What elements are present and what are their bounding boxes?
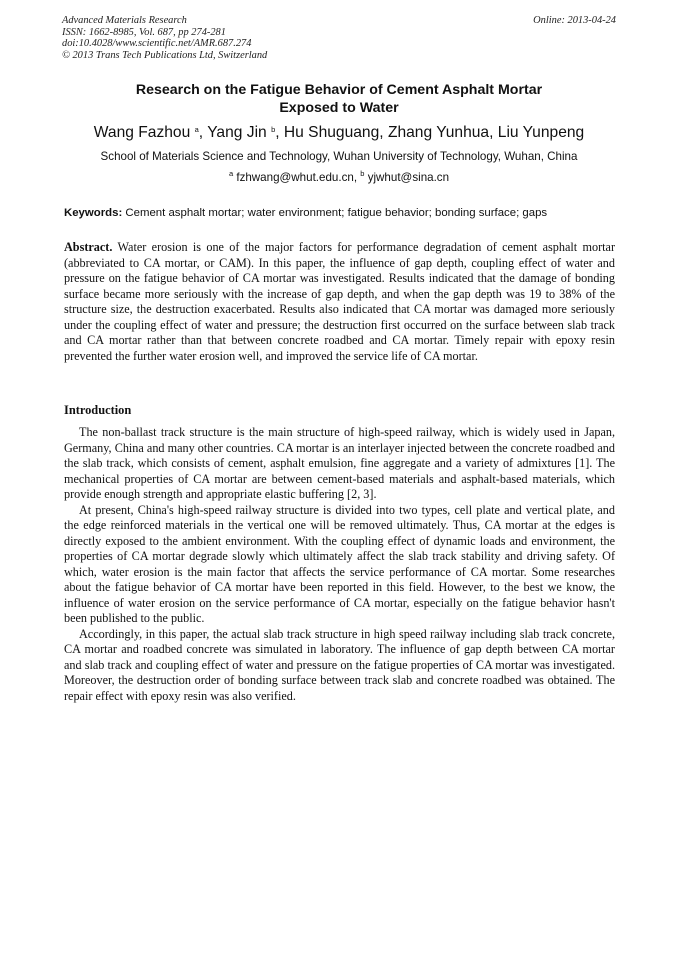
body-paragraph: At present, China's high-speed railway structure is divided into two types, cell plate and vertical plate, and the edge reinforced materials in the vertical one will be removed ultimately. Thus, CA mortar at the edges is directly exposed to the ambient environment. With the coupling effect of dynamic loads and environment, the properties of CA mortar degrade slowly which ultimately affect the slab track stability and driving safety. Of which, water erosion is the main factor that affects the service performance of CA mortar. Some researches about the fatigue behavior of CA mortar have been reported in this field. However, to the best we know, the influence of water erosion on the service performance of CA mortar, especially on the fatigue behavior hasn't been published to the public.	[64, 502, 615, 625]
paper-title	[62, 82, 616, 117]
abstract-text: Water erosion is one of the major factors for performance degradation of cement asphalt mortar (abbreviated to CA mortar, or CAM). In this paper, the influence of gap depth, coupling effect of water and pressure on the fatigue behavior of CA mortar was investigated. Results indicated that the damage of bonding surface became more seriously with the increase of gap depth, and when the gap depth was 19 to 38% of the structure size, the destruction exacerbated. Results also indicated that CA mortar was damaged more seriously under the coupling effect of water and pressure; the destruction first occurred on the surface between slab track and CA mortar rather than that between concrete roadbed and CA mortar. Timely repair with epoxy resin prevented the further water erosion well, and improved the service life of CA mortar.	[64, 240, 615, 363]
online-date: Online: 2013-04-24	[533, 15, 616, 26]
body-paragraph: Accordingly, in this paper, the actual slab track structure in high speed railway including slab track concrete, CA mortar and roadbed concrete was simulated in laboratory. The influence of gap depth between CA mortar and slab track and coupling effect of water and pressure on the fatigue properties of CA mortar was investigated. Moreover, the destruction order of bonding surface between track slab and concrete roadbed was obtained. The repair effect with epoxy resin was also verified.	[64, 626, 615, 703]
abstract	[64, 240, 615, 364]
journal-doi: doi:10.4028/www.scientific.net/AMR.687.274	[62, 38, 252, 49]
email-superscript: a	[228, 169, 234, 178]
author-separator: ,	[198, 124, 208, 141]
author-list	[62, 124, 616, 142]
email-link[interactable]: fzhwang@whut.edu.cn,	[236, 171, 358, 184]
introduction-body	[64, 425, 615, 704]
title-line-2: Exposed to Water	[279, 99, 399, 116]
journal-name: Advanced Materials Research	[62, 15, 187, 26]
journal-issn: ISSN: 1662-8985, Vol. 687, pp 274-281	[62, 26, 226, 38]
abstract-label: Abstract.	[64, 240, 113, 254]
keywords-text: Cement asphalt mortar; water environment; fatigue behavior; bonding surface; gaps	[125, 207, 548, 219]
author-superscript: a	[194, 125, 199, 134]
keywords-label: Keywords:	[64, 207, 123, 219]
journal-header	[62, 15, 616, 61]
body-paragraph: The non-ballast track structure is the main structure of high-speed railway, which is widely used in Japan, Germany, China and many other countries. CA mortar is an interlayer injected between the concrete roadbed and the slab track, which consists of cement, asphalt emulsion, fine aggregate and a variety of admixtures [1]. The mechanical properties of CA mortar are between cement-based materials and asphalt-based materials, which provide enough strength and appropriate elastic buffering [2, 3].	[64, 425, 615, 501]
author-emails	[62, 171, 616, 185]
email-link[interactable]: yjwhut@sina.cn	[367, 171, 450, 184]
author-superscript: b	[271, 125, 276, 134]
section-heading: Introduction	[64, 403, 132, 417]
journal-copyright: © 2013 Trans Tech Publications Ltd, Switzerland	[62, 49, 268, 61]
email-superscript: b	[360, 169, 365, 178]
author-name: Yang Jin	[207, 124, 267, 141]
author-names-rest: , Hu Shuguang, Zhang Yunhua, Liu Yunpeng	[275, 124, 585, 141]
title-line-1: Research on the Fatigue Behavior of Cement Asphalt Mortar	[135, 82, 543, 98]
keywords	[64, 206, 616, 220]
author-name: Wang Fazhou	[93, 124, 191, 141]
affiliation: School of Materials Science and Technology, Wuhan University of Technology, Wuhan, China	[100, 150, 578, 163]
